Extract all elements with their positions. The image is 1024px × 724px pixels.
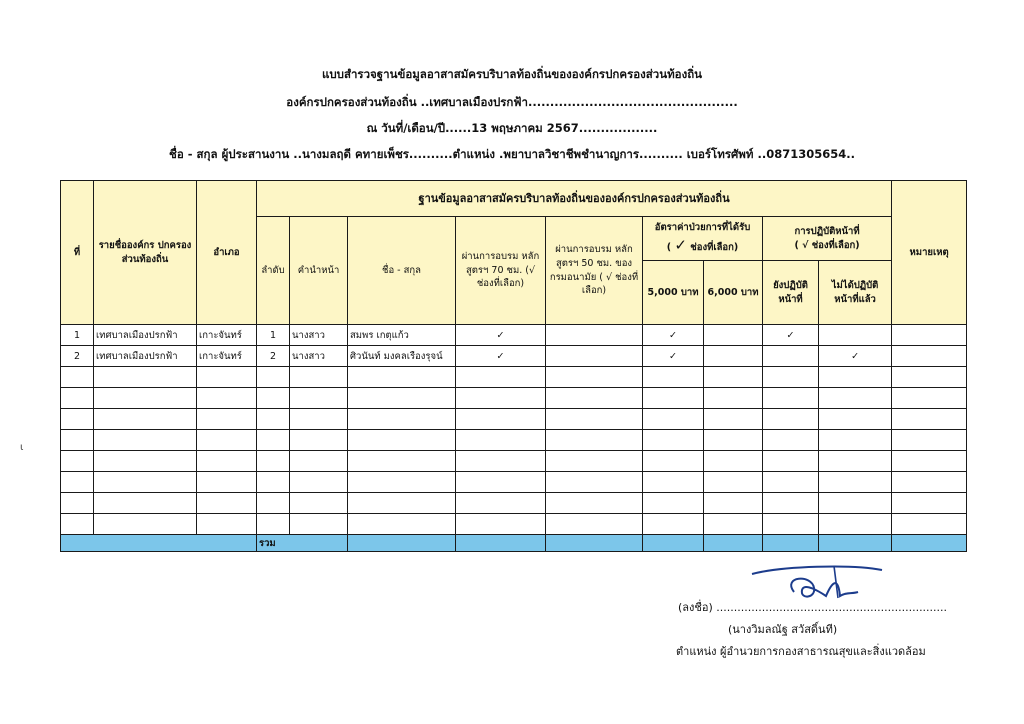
cell-district (197, 430, 257, 451)
cell-org (94, 430, 197, 451)
cell-district (197, 451, 257, 472)
header-train70: ผ่านการอบรม หลักสูตรฯ 70 ชม. (√ ช่องที่เลือก) (456, 217, 546, 325)
cell-org (94, 493, 197, 514)
cell-rate5000 (643, 388, 704, 409)
cell-active (763, 472, 819, 493)
cell-rate5000: ✓ (643, 325, 704, 346)
header-district: อำเภอ (197, 181, 257, 325)
cell-inactive (819, 409, 892, 430)
cell-prefix (290, 409, 348, 430)
cell-prefix (290, 388, 348, 409)
cell-remark (892, 430, 967, 451)
cell-rate6000 (704, 325, 763, 346)
cell-remark (892, 514, 967, 535)
total-row (61, 535, 967, 552)
total-cell (643, 535, 704, 552)
cell-no: 1 (61, 325, 94, 346)
cell-inactive (819, 430, 892, 451)
cell-name (348, 430, 456, 451)
total-cell (546, 535, 643, 552)
cell-rate6000 (704, 451, 763, 472)
cell-rate5000 (643, 409, 704, 430)
header-duty-sub: ( √ ช่องที่เลือก) (794, 239, 860, 251)
total-spacer (61, 535, 257, 552)
cell-prefix (290, 514, 348, 535)
cell-name (348, 451, 456, 472)
cell-rate5000 (643, 451, 704, 472)
coordinator-line: ชื่อ - สกุล ผู้ประสานงาน ..นางมลฤดี คทายเพ็ชร..........ตำแหน่ง .พยาบาลวิชาชีพชำนาญการ.......... เบอร์โทรศัพท์ ..0871305654.. (169, 147, 855, 161)
cell-inactive (819, 367, 892, 388)
table-row (61, 493, 967, 514)
cell-rate5000 (643, 367, 704, 388)
date-line: ณ วันที่/เดือน/ปี......13 พฤษภาคม 2567.................. (366, 121, 658, 135)
sign-line: (ลงชื่อ) .................................................................. (678, 601, 948, 614)
cell-train70 (456, 514, 546, 535)
cell-train50 (546, 430, 643, 451)
cell-seq (257, 451, 290, 472)
cell-train70 (456, 388, 546, 409)
cell-rate6000 (704, 409, 763, 430)
cell-train70 (456, 451, 546, 472)
cell-remark (892, 472, 967, 493)
cell-seq (257, 367, 290, 388)
cell-seq (257, 472, 290, 493)
total-cell (819, 535, 892, 552)
cell-org (94, 367, 197, 388)
cell-inactive: ✓ (819, 346, 892, 367)
cell-train70 (456, 472, 546, 493)
form-title: แบบสำรวจฐานข้อมูลอาสาสมัครบริบาลท้องถิ่นขององค์กรปกครองส่วนท้องถิ่น (321, 67, 703, 81)
cell-active (763, 514, 819, 535)
total-cell (348, 535, 456, 552)
cell-prefix: นางสาว (290, 346, 348, 367)
cell-no (61, 409, 94, 430)
total-cell (763, 535, 819, 552)
cell-train50 (546, 325, 643, 346)
cell-name (348, 514, 456, 535)
cell-active (763, 430, 819, 451)
cell-district (197, 472, 257, 493)
header-rate-title: อัตราค่าป่วยการที่ได้รับ (654, 221, 751, 233)
cell-rate5000 (643, 472, 704, 493)
cell-inactive (819, 325, 892, 346)
cell-org: เทศบาลเมืองปรกฟ้า (94, 346, 197, 367)
cell-prefix (290, 451, 348, 472)
cell-rate6000 (704, 472, 763, 493)
cell-train50 (546, 367, 643, 388)
table-row (61, 325, 967, 346)
cell-train70: ✓ (456, 325, 546, 346)
table-row (61, 409, 967, 430)
cell-remark (892, 409, 967, 430)
signer-name: (นางวิมลณัฐ สวัสดิ์นที) (728, 623, 838, 636)
signer-position: ตำแหน่ง ผู้อำนวยการกองสาธารณสุขและสิ่งแวดล้อม (676, 645, 926, 658)
cell-rate6000 (704, 430, 763, 451)
cell-prefix (290, 430, 348, 451)
cell-active (763, 388, 819, 409)
cell-train70: ✓ (456, 346, 546, 367)
header-rate-sub: ( ✓ ช่องที่เลือก) (666, 235, 739, 254)
table-row (61, 472, 967, 493)
cell-name: สมพร เกตุแก้ว (348, 325, 456, 346)
cell-train50 (546, 409, 643, 430)
cell-train50 (546, 514, 643, 535)
volunteer-table (60, 180, 967, 552)
cell-rate6000 (704, 493, 763, 514)
cell-train70 (456, 493, 546, 514)
cell-rate6000 (704, 514, 763, 535)
table-row (61, 388, 967, 409)
cell-remark (892, 367, 967, 388)
cell-rate5000 (643, 493, 704, 514)
cell-district: เกาะจันทร์ (197, 346, 257, 367)
cell-train70 (456, 430, 546, 451)
cell-district (197, 388, 257, 409)
cell-active: ✓ (763, 325, 819, 346)
cell-rate6000 (704, 388, 763, 409)
cell-no (61, 430, 94, 451)
cell-train50 (546, 388, 643, 409)
total-cell (456, 535, 546, 552)
cell-train70 (456, 367, 546, 388)
cell-seq: 1 (257, 325, 290, 346)
header-rate (643, 217, 763, 261)
total-cell (704, 535, 763, 552)
cell-seq (257, 409, 290, 430)
cell-org: เทศบาลเมืองปรกฟ้า (94, 325, 197, 346)
cell-org (94, 472, 197, 493)
cell-no (61, 451, 94, 472)
cell-district: เกาะจันทร์ (197, 325, 257, 346)
cell-train70 (456, 409, 546, 430)
cell-inactive (819, 451, 892, 472)
header-group-title: ฐานข้อมูลอาสาสมัครบริบาลท้องถิ่นขององค์กรปกครองส่วนท้องถิ่น (257, 181, 892, 217)
cell-prefix (290, 493, 348, 514)
cell-inactive (819, 388, 892, 409)
header-seq: ลำดับ (257, 217, 290, 325)
cell-remark (892, 346, 967, 367)
cell-no (61, 472, 94, 493)
cell-remark (892, 388, 967, 409)
cell-name (348, 388, 456, 409)
cell-name (348, 367, 456, 388)
total-cell (892, 535, 967, 552)
cell-active (763, 409, 819, 430)
org-line: องค์กรปกครองส่วนท้องถิ่น ..เทศบาลเมืองปรกฟ้า................................................ (286, 95, 738, 109)
cell-seq (257, 388, 290, 409)
cell-active (763, 367, 819, 388)
header-prefix: คำนำหน้า (290, 217, 348, 325)
table-row (61, 451, 967, 472)
cell-district (197, 514, 257, 535)
cell-no (61, 367, 94, 388)
cell-active (763, 493, 819, 514)
cell-rate5000 (643, 514, 704, 535)
cell-inactive (819, 514, 892, 535)
cell-train50 (546, 451, 643, 472)
cell-no (61, 493, 94, 514)
cell-seq: 2 (257, 346, 290, 367)
cell-remark (892, 325, 967, 346)
header-remark: หมายเหตุ (892, 181, 967, 325)
cell-inactive (819, 472, 892, 493)
cell-train50 (546, 346, 643, 367)
header-duty-inactive: ไม่ได้ปฏิบัติ หน้าที่แล้ว (819, 261, 892, 325)
cell-org (94, 409, 197, 430)
cell-org (94, 514, 197, 535)
cell-no: 2 (61, 346, 94, 367)
table-row (61, 514, 967, 535)
header-duty-title: การปฏิบัติหน้าที่ (794, 225, 860, 237)
cell-district (197, 367, 257, 388)
cell-no (61, 388, 94, 409)
cell-org (94, 451, 197, 472)
header-no: ที่ (61, 181, 94, 325)
cell-rate6000 (704, 367, 763, 388)
total-label: รวม (257, 535, 348, 552)
check-icon: ✓ (674, 235, 687, 254)
table-row (61, 430, 967, 451)
stray-mark: ι (20, 442, 24, 453)
header-name: ชื่อ - สกุล (348, 217, 456, 325)
header-rate-6000: 6,000 บาท (704, 261, 763, 325)
table-row (61, 346, 967, 367)
cell-active (763, 346, 819, 367)
cell-prefix (290, 367, 348, 388)
cell-org (94, 388, 197, 409)
cell-train50 (546, 493, 643, 514)
cell-inactive (819, 493, 892, 514)
cell-rate6000 (704, 346, 763, 367)
cell-train50 (546, 472, 643, 493)
cell-rate5000: ✓ (643, 346, 704, 367)
cell-district (197, 493, 257, 514)
cell-seq (257, 514, 290, 535)
cell-prefix (290, 472, 348, 493)
cell-seq (257, 430, 290, 451)
header-duty (763, 217, 892, 261)
cell-remark (892, 451, 967, 472)
cell-name (348, 409, 456, 430)
cell-no (61, 514, 94, 535)
table-row (61, 367, 967, 388)
cell-rate5000 (643, 430, 704, 451)
cell-remark (892, 493, 967, 514)
cell-name: ศิวนันท์ มงคลเรืองรุจน์ (348, 346, 456, 367)
cell-active (763, 451, 819, 472)
header-rate-5000: 5,000 บาท (643, 261, 704, 325)
cell-district (197, 409, 257, 430)
cell-name (348, 472, 456, 493)
header-org: รายชื่อองค์กร ปกครองส่วนท้องถิ่น (94, 181, 197, 325)
cell-prefix: นางสาว (290, 325, 348, 346)
header-train50: ผ่านการอบรม หลักสูตรฯ 50 ชม. ของกรมอนามัย ( √ ช่องที่เลือก) (546, 217, 643, 325)
cell-seq (257, 493, 290, 514)
header-duty-active: ยังปฏิบัติ หน้าที่ (763, 261, 819, 325)
cell-name (348, 493, 456, 514)
